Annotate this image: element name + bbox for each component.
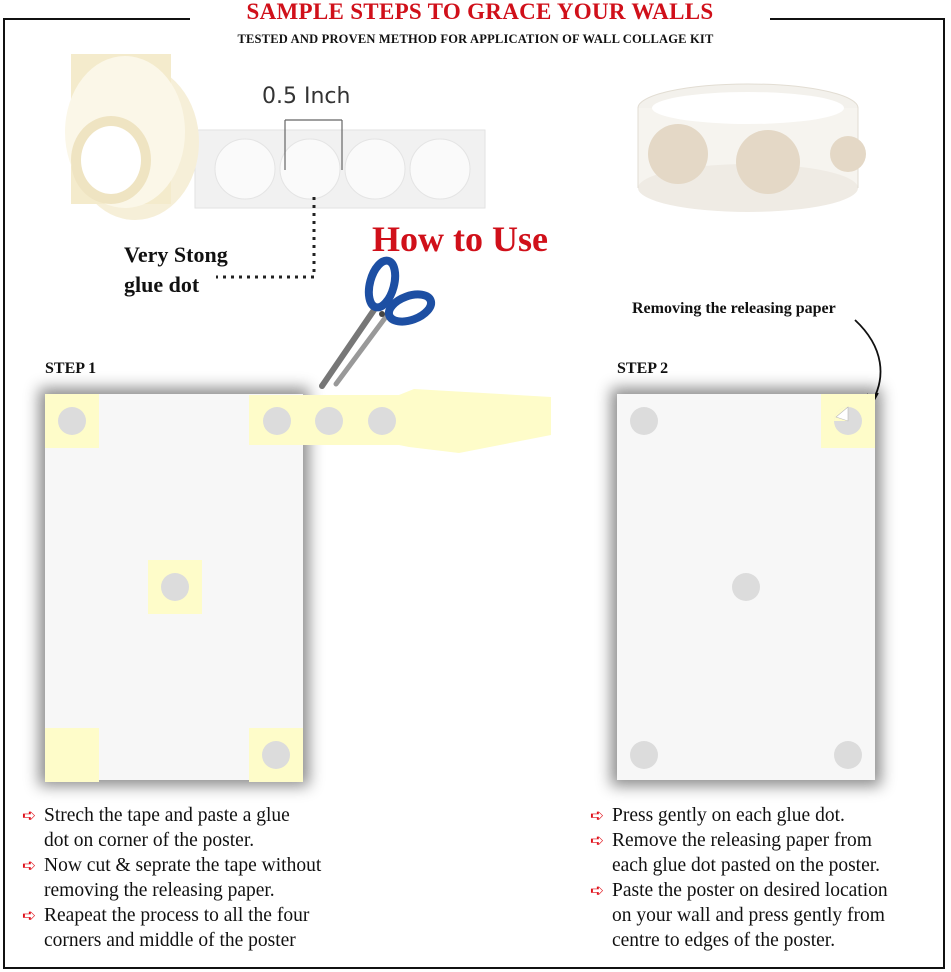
instruction-line: Now cut & seprate the tape without [44, 855, 322, 876]
step1-label: STEP 1 [45, 360, 97, 377]
instruction-line: Reapeat the process to all the four [44, 905, 310, 926]
instruction-line: each glue dot pasted on the poster. [612, 855, 881, 876]
instruction-line: Strech the tape and paste a glue [44, 805, 290, 826]
instruction-item [590, 828, 945, 878]
glue-pad [45, 728, 99, 782]
instruction-line: Press gently on each glue dot. [612, 805, 845, 826]
red-arrow-icon: ➪ [22, 806, 37, 825]
glue-dot-roll-image [636, 82, 860, 214]
red-arrow-icon: ➪ [590, 806, 605, 825]
title-bar [190, 0, 770, 28]
instruction-line: dot on corner of the poster. [44, 830, 255, 851]
glue-label-line2: glue dot [124, 272, 200, 297]
instruction-item [590, 803, 945, 828]
glue-dot-label [124, 240, 228, 300]
glue-dot [161, 573, 189, 601]
glue-dot [262, 741, 290, 769]
instruction-line: Paste the poster on desired location [612, 880, 888, 901]
peeled-glue-dot [834, 407, 862, 435]
glue-dot [732, 573, 760, 601]
instruction-line: on your wall and press gently from [612, 905, 885, 926]
step1-instructions [22, 803, 402, 953]
red-arrow-icon: ➪ [22, 906, 37, 925]
instruction-item [22, 853, 402, 903]
glue-dot [58, 407, 86, 435]
instruction-item [590, 878, 945, 953]
instruction-line: centre to edges of the poster. [612, 930, 836, 951]
page-title: SAMPLE STEPS TO GRACE YOUR WALLS [246, 0, 714, 24]
step2-instructions [590, 803, 945, 953]
instruction-item [22, 803, 402, 853]
glue-dot [630, 741, 658, 769]
instruction-line: Remove the releasing paper from [612, 830, 872, 851]
scissors-icon [316, 262, 436, 392]
red-arrow-icon: ➪ [22, 856, 37, 875]
releasing-paper-callout: Removing the releasing paper [632, 300, 836, 317]
page-subtitle: TESTED AND PROVEN METHOD FOR APPLICATION OF WALL COLLAGE KIT [237, 32, 714, 46]
glue-dot [630, 407, 658, 435]
tape-strip [249, 389, 551, 453]
red-arrow-icon: ➪ [590, 831, 605, 850]
instruction-line: corners and middle of the poster [44, 930, 296, 951]
measure-label: 0.5 Inch [262, 84, 351, 109]
instruction-item [22, 903, 402, 953]
glue-dot [834, 741, 862, 769]
red-arrow-icon: ➪ [590, 881, 605, 900]
tape-roll-image [55, 52, 495, 212]
how-to-use-heading: How to Use [372, 219, 548, 259]
glue-label-line1: Very Stong [124, 242, 228, 267]
instruction-line: removing the releasing paper. [44, 880, 275, 901]
step2-label: STEP 2 [617, 360, 669, 377]
